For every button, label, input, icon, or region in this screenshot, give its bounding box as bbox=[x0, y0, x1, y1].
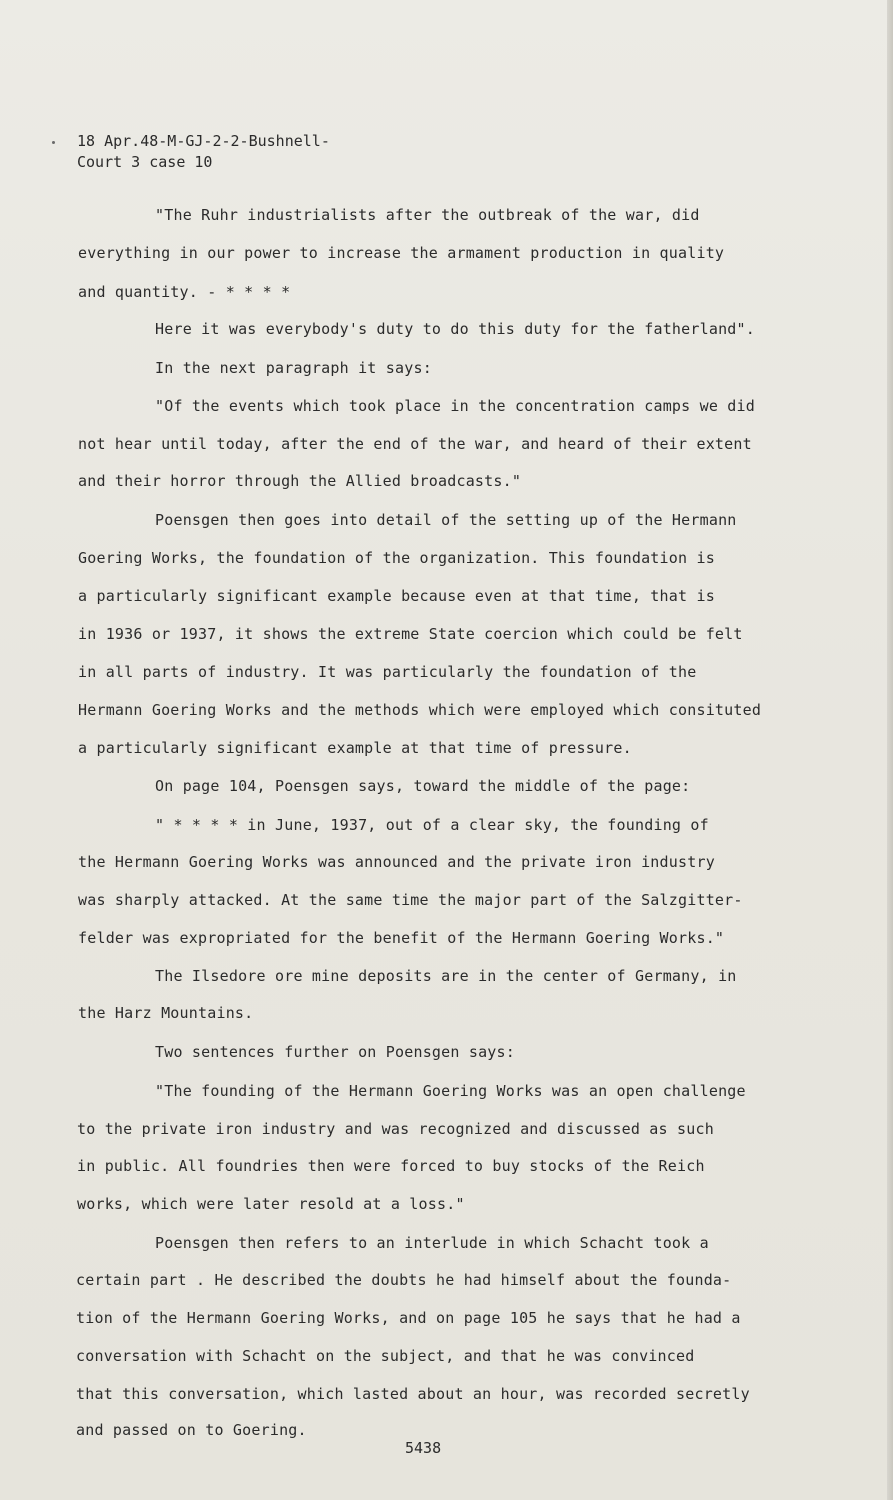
body-line: to the private iron industry and was recognized and discussed as such bbox=[77, 1120, 714, 1138]
body-line: in all parts of industry. It was particularly the foundation of the bbox=[78, 663, 697, 681]
body-line: Poensgen then refers to an interlude in which Schacht took a bbox=[155, 1234, 709, 1252]
body-line: felder was expropriated for the benefit of the Hermann Goering Works." bbox=[78, 929, 725, 947]
body-line: in 1936 or 1937, it shows the extreme State coercion which could be felt bbox=[78, 625, 743, 643]
body-line: a particularly significant example because even at that time, that is bbox=[78, 587, 715, 605]
body-line: and passed on to Goering. bbox=[76, 1421, 307, 1439]
header-line-2: Court 3 case 10 bbox=[77, 153, 213, 171]
body-line: The Ilsedore ore mine deposits are in the center of Germany, in bbox=[155, 967, 737, 985]
body-line: "The Ruhr industrialists after the outbreak of the war, did bbox=[155, 206, 700, 224]
body-line: Poensgen then goes into detail of the setting up of the Hermann bbox=[155, 511, 737, 529]
body-line: a particularly significant example at that time of pressure. bbox=[78, 739, 632, 757]
document-header bbox=[77, 131, 330, 173]
body-line: Here it was everybody's duty to do this duty for the fatherland". bbox=[155, 320, 755, 338]
body-line: that this conversation, which lasted about an hour, was recorded secretly bbox=[76, 1385, 750, 1403]
body-line: In the next paragraph it says: bbox=[155, 359, 432, 377]
body-line: was sharply attacked. At the same time the major part of the Salzgitter- bbox=[78, 891, 743, 909]
body-line: the Hermann Goering Works was announced and the private iron industry bbox=[78, 853, 715, 871]
body-line: in public. All foundries then were forced to buy stocks of the Reich bbox=[77, 1157, 705, 1175]
body-line: tion of the Hermann Goering Works, and on page 105 he says that he had a bbox=[76, 1309, 741, 1327]
body-line: not hear until today, after the end of the war, and heard of their extent bbox=[78, 435, 752, 453]
body-line: everything in our power to increase the armament production in quality bbox=[78, 244, 725, 262]
body-line: "The founding of the Hermann Goering Works was an open challenge bbox=[155, 1082, 746, 1100]
page-edge bbox=[887, 0, 893, 1500]
body-line: Two sentences further on Poensgen says: bbox=[155, 1043, 515, 1061]
header-line-1: 18 Apr.48-M-GJ-2-2-Bushnell- bbox=[77, 132, 330, 150]
body-line: certain part . He described the doubts he had himself about the founda- bbox=[76, 1271, 732, 1289]
body-line: and quantity. - * * * * bbox=[78, 283, 291, 301]
body-line: conversation with Schacht on the subject, and that he was convinced bbox=[76, 1347, 695, 1365]
body-line: the Harz Mountains. bbox=[78, 1004, 254, 1022]
body-line: Goering Works, the foundation of the organization. This foundation is bbox=[78, 549, 715, 567]
margin-dot bbox=[52, 141, 55, 144]
body-line: Hermann Goering Works and the methods which were employed which consituted bbox=[78, 701, 762, 719]
body-line: works, which were later resold at a loss." bbox=[77, 1195, 465, 1213]
body-line: "Of the events which took place in the concentration camps we did bbox=[155, 397, 755, 415]
body-line: On page 104, Poensgen says, toward the middle of the page: bbox=[155, 777, 691, 795]
page-number: 5438 bbox=[405, 1439, 442, 1457]
body-line: " * * * * in June, 1937, out of a clear sky, the founding of bbox=[155, 816, 709, 834]
body-line: and their horror through the Allied broadcasts." bbox=[78, 472, 522, 490]
